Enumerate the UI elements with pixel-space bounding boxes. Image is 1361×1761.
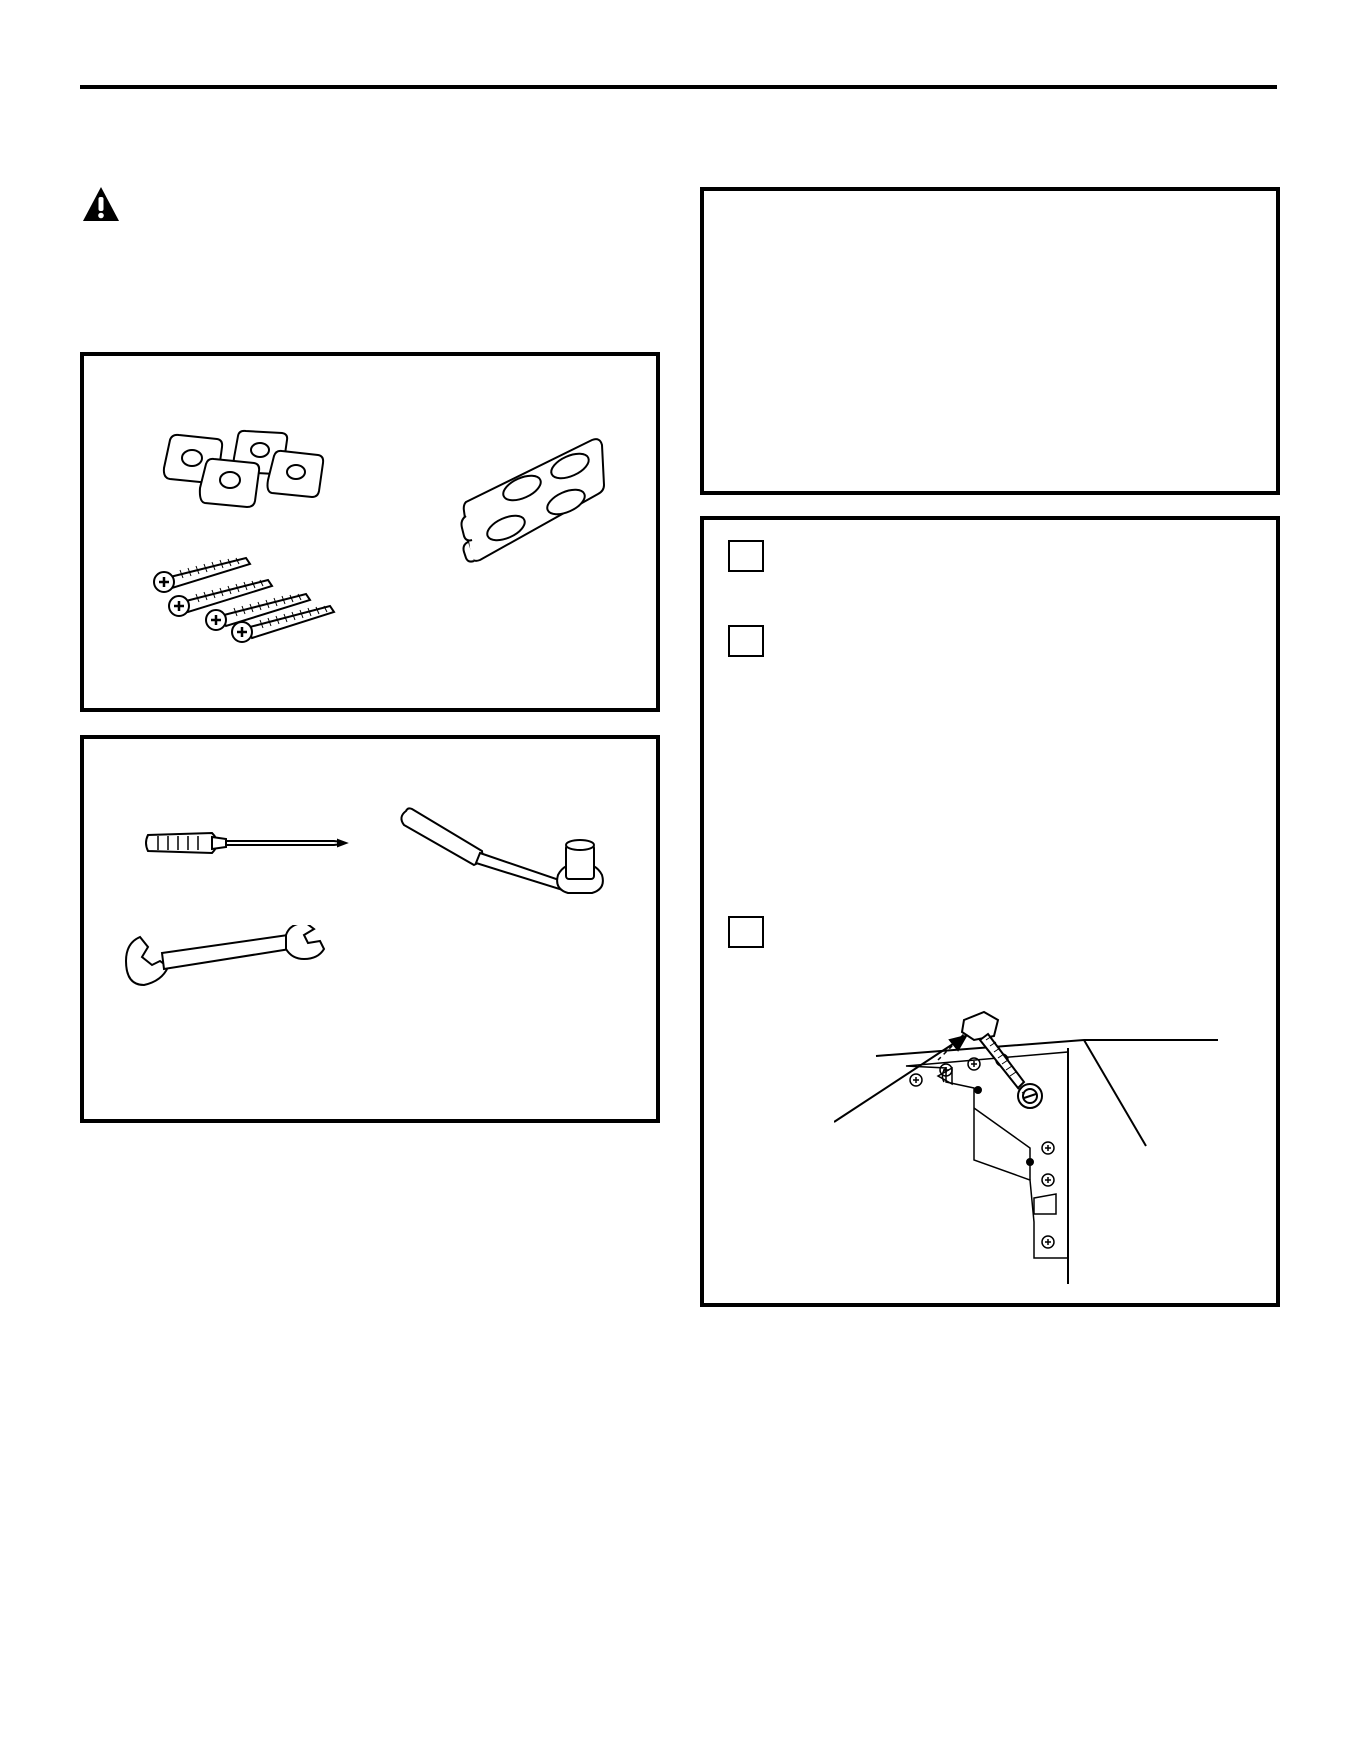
phillips-screws-icon — [146, 556, 346, 646]
leveling-pads-icon — [156, 424, 336, 524]
footer-mark — [1190, 1748, 1361, 1761]
leveling-bolt-corner-icon — [834, 1008, 1224, 1288]
phillips-screwdriver-icon — [142, 825, 352, 861]
warning-triangle-icon — [82, 186, 120, 222]
installation-steps-box — [700, 516, 1280, 1307]
step-2-checkbox[interactable] — [728, 625, 764, 657]
step-1-checkbox[interactable] — [728, 540, 764, 572]
step-3-checkbox[interactable] — [728, 916, 764, 948]
socket-wrench-icon — [396, 797, 616, 907]
adhesive-foam-pads-icon — [454, 432, 624, 572]
header-rule — [80, 85, 1277, 89]
parts-included-box — [80, 352, 660, 712]
important-note-box — [700, 187, 1280, 495]
open-end-wrench-icon — [122, 925, 332, 995]
tools-needed-box — [80, 735, 660, 1123]
